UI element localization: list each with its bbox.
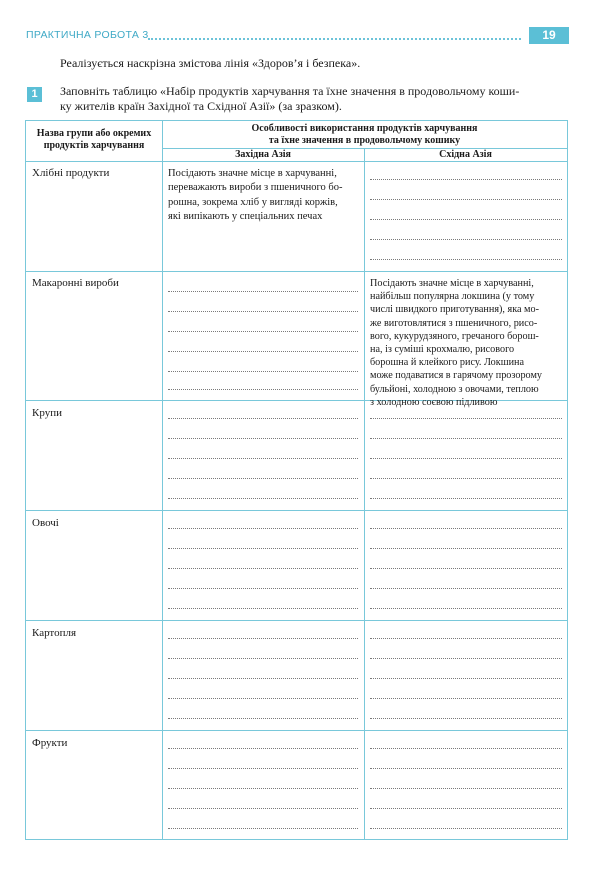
write-in-line[interactable] [168, 528, 358, 529]
page-header [26, 27, 569, 45]
write-in-line[interactable] [168, 351, 358, 352]
write-in-line[interactable] [370, 748, 562, 749]
write-in-line[interactable] [168, 608, 358, 609]
write-in-line[interactable] [168, 438, 358, 439]
write-in-line[interactable] [370, 588, 562, 589]
write-in-line[interactable] [168, 748, 358, 749]
table-col-divider-2 [364, 148, 365, 839]
write-in-line[interactable] [370, 828, 562, 829]
task-line-1: Заповніть таблицю «Набір продуктів харчування та їхне значення в продовольчому коши- [60, 84, 520, 98]
cell-bread-west: Посідають значне місце в харчуванні, переважають вироби з пшеничного бо- рошна, зокрема хліб у вигляді коржів, які випікають у спеціальних печах [168, 168, 343, 222]
task-number-badge: 1 [27, 87, 42, 102]
write-in-line[interactable] [370, 259, 562, 260]
write-in-line[interactable] [168, 718, 358, 719]
write-in-line[interactable] [370, 698, 562, 699]
page-number: 19 [529, 27, 569, 44]
write-in-line[interactable] [370, 548, 562, 549]
write-in-line[interactable] [168, 658, 358, 659]
write-in-line[interactable] [370, 438, 562, 439]
cell-pasta-east: Посідають значне місце в харчуванні, найбільш популярна локшина (у тому числі швидкого приготування), яка мо- же виготовлятися з пшеничного, рисо- вого, кукурудзяного, гречаного борош- на, із суміші крохмалю, рисового борошна й клейкого рису. Локшина може подаватися в гарячому прозорому бульйоні, холодною з овочами, теплою з холодною соєвою підливою [370, 278, 542, 408]
section-title: ПРАКТИЧНА РОБОТА 3 [26, 29, 149, 41]
row-label-pasta: Макаронні вироби [32, 277, 119, 289]
write-in-line[interactable] [370, 658, 562, 659]
write-in-line[interactable] [370, 638, 562, 639]
write-in-line[interactable] [168, 291, 358, 292]
write-in-line[interactable] [370, 808, 562, 809]
food-table [25, 120, 568, 840]
write-in-line[interactable] [370, 718, 562, 719]
task-instruction [60, 84, 572, 114]
table-col-divider-1 [162, 121, 163, 839]
write-in-line[interactable] [168, 371, 358, 372]
row-divider [26, 271, 567, 272]
row-label-cereals: Крупи [32, 407, 62, 419]
col-header-east-asia: Східна Азія [439, 149, 492, 160]
row-label-potatoes: Картопля [32, 627, 77, 639]
write-in-line[interactable] [370, 179, 562, 180]
write-in-line[interactable] [168, 458, 358, 459]
row-label-fruits: Фрукти [32, 737, 68, 749]
write-in-line[interactable] [370, 458, 562, 459]
write-in-line[interactable] [370, 478, 562, 479]
row-label-bread: Хлібні продукти [32, 167, 110, 179]
intro-text: Реалізується наскрізна змістова лінія «Здоров’я і безпека». [60, 56, 361, 70]
task-line-2: ку жителів країн Західної та Східної Азії» (за зразком). [60, 99, 342, 113]
write-in-line[interactable] [168, 638, 358, 639]
write-in-line[interactable] [168, 588, 358, 589]
write-in-line[interactable] [168, 548, 358, 549]
row-divider [26, 510, 567, 511]
write-in-line[interactable] [370, 199, 562, 200]
write-in-line[interactable] [168, 311, 358, 312]
write-in-line[interactable] [168, 828, 358, 829]
row-divider [26, 620, 567, 621]
write-in-line[interactable] [370, 568, 562, 569]
write-in-line[interactable] [168, 788, 358, 789]
write-in-line[interactable] [168, 498, 358, 499]
header-divider [148, 38, 521, 40]
write-in-line[interactable] [168, 418, 358, 419]
write-in-line[interactable] [370, 418, 562, 419]
write-in-line[interactable] [168, 389, 358, 390]
write-in-line[interactable] [168, 331, 358, 332]
write-in-line[interactable] [168, 678, 358, 679]
write-in-line[interactable] [168, 698, 358, 699]
col-header-features: Особливості використання продуктів харчування та їхне значення в продовольчому кошику [251, 123, 478, 146]
write-in-line[interactable] [168, 478, 358, 479]
header-bottom-line [26, 161, 567, 162]
write-in-line[interactable] [370, 219, 562, 220]
write-in-line[interactable] [370, 239, 562, 240]
col-header-west-asia: Західна Азія [235, 149, 291, 160]
write-in-line[interactable] [168, 768, 358, 769]
write-in-line[interactable] [370, 498, 562, 499]
write-in-line[interactable] [168, 808, 358, 809]
row-label-vegetables: Овочі [32, 517, 59, 529]
write-in-line[interactable] [370, 678, 562, 679]
row-divider [26, 730, 567, 731]
write-in-line[interactable] [370, 768, 562, 769]
write-in-line[interactable] [370, 528, 562, 529]
col-header-group-name: Назва групи або окремих продуктів харчування [36, 128, 152, 151]
write-in-line[interactable] [370, 608, 562, 609]
write-in-line[interactable] [370, 788, 562, 789]
write-in-line[interactable] [168, 568, 358, 569]
